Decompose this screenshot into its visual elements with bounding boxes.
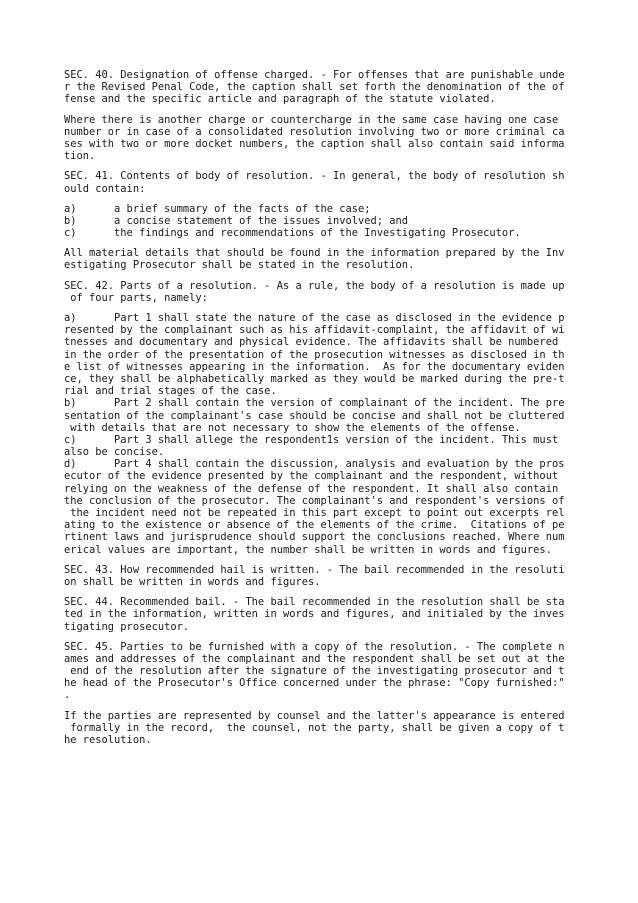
paragraph	[64, 312, 598, 556]
text-line: a) a brief summary of the facts of the case;	[64, 202, 371, 215]
paragraph	[64, 69, 598, 106]
text-line: All material details that should be found in the information prepared by the Inv	[64, 247, 565, 260]
text-line: c) Part 3 shall allege the respondent1s version of the incident. This must	[64, 433, 559, 446]
text-line: SEC. 40. Designation of offense charged. - For offenses that are punishable unde	[64, 69, 565, 81]
text-line: formally in the record, the counsel, not the party, shall be given a copy of t	[64, 721, 565, 734]
text-line: SEC. 44. Recommended bail. - The bail recommended in the resolution shall be sta	[64, 596, 565, 609]
text-line: number or in case of a consolidated resolution involving two or more criminal ca	[64, 125, 565, 138]
paragraph	[64, 170, 598, 194]
text-line: r the Revised Penal Code, the caption shall set forth the denomination of the of	[64, 81, 565, 94]
text-line: b) a concise statement of the issues involved; and	[64, 214, 409, 227]
paragraph	[64, 114, 598, 163]
text-line: erical values are important, the number shall be written in words and figures.	[64, 543, 552, 556]
paragraph	[64, 596, 598, 633]
text-line: also be concise.	[64, 446, 165, 459]
text-line: he resolution.	[64, 734, 152, 746]
paragraph	[64, 710, 598, 747]
text-line: the conclusion of the prosecutor. The complainant's and respondent's versions of	[64, 494, 565, 507]
text-line: resented by the complainant such as his affidavit-complaint, the affidavit of wi	[64, 324, 565, 337]
text-line: the incident need not be repeated in this part except to point out excerpts rel	[64, 507, 565, 519]
text-line: rtinent laws and jurisprudence should support the conclusions reached. Where num	[64, 531, 565, 544]
text-line: If the parties are represented by counsel and the latter's appearance is entered	[64, 709, 565, 722]
text-line: relying on the weakness of the defense of the respondent. It shall also contain	[64, 482, 559, 495]
text-line: c) the findings and recommendations of the Investigating Prosecutor.	[64, 227, 521, 240]
text-line: SEC. 43. How recommended hail is written. - The bail recommended in the resoluti	[64, 563, 565, 576]
text-line: fense and the specific article and paragraph of the statute violated.	[64, 93, 496, 106]
text-line: d) Part 4 shall contain the discussion, analysis and evaluation by the pros	[64, 458, 565, 471]
text-line: he head of the Prosecutor's Office concerned under the phrase: "Copy furnished:"	[64, 677, 565, 690]
text-line: ted in the information, written in words and figures, and initialed by the inves	[64, 608, 565, 621]
text-line: end of the resolution after the signature of the investigating prosecutor and t	[64, 665, 565, 678]
paragraph	[64, 280, 598, 304]
text-line: in the order of the presentation of the prosecution witnesses as disclosed in th	[64, 348, 565, 361]
text-line: Where there is another charge or countercharge in the same case having one case	[64, 113, 559, 126]
text-line: ating to the existence or absence of the elements of the crime. Citations of pe	[64, 519, 565, 532]
text-line: on shall be written in words and figures.	[64, 575, 321, 588]
text-line: SEC. 41. Contents of body of resolution. - In general, the body of resolution sh	[64, 170, 565, 183]
text-line: b) Part 2 shall contain the version of complainant of the incident. The pre	[64, 397, 565, 410]
text-line: ecutor of the evidence presented by the complainant and the respondent, without	[64, 470, 559, 483]
text-line: of four parts, namely:	[64, 291, 208, 304]
text-line: with details that are not necessary to show the elements of the offense.	[64, 421, 521, 434]
paragraph	[64, 247, 598, 271]
paragraph	[64, 564, 598, 588]
text-line: SEC. 45. Parties to be furnished with a copy of the resolution. - The complete n	[64, 640, 565, 653]
paragraph	[64, 641, 598, 702]
text-line: tnesses and documentary and physical evidence. The affidavits shall be numbered	[64, 336, 559, 349]
text-line: ames and addresses of the complainant and the respondent shall be set out at the	[64, 652, 565, 665]
text-line: SEC. 42. Parts of a resolution. - As a rule, the body of a resolution is made up	[64, 279, 565, 292]
text-line: ses with two or more docket numbers, the caption shall also contain said informa	[64, 137, 565, 150]
text-line: rial and trial stages of the case.	[64, 385, 277, 398]
text-line: tion.	[64, 150, 96, 163]
paragraph	[64, 203, 598, 240]
text-line: e list of witnesses appearing in the information. As for the documentary eviden	[64, 360, 565, 373]
text-line: sentation of the complainant's case should be concise and shall not be cluttered	[64, 409, 565, 422]
text-line: .	[64, 689, 71, 702]
text-line: ce, they shall be alphabetically marked as they would be marked during the pre-t	[64, 372, 565, 385]
text-line: ould contain:	[64, 182, 146, 195]
text-line: a) Part 1 shall state the nature of the case as disclosed in the evidence p	[64, 312, 565, 324]
text-line: estigating Prosecutor shall be stated in the resolution.	[64, 259, 415, 272]
text-line: tigating prosecutor.	[64, 620, 190, 633]
